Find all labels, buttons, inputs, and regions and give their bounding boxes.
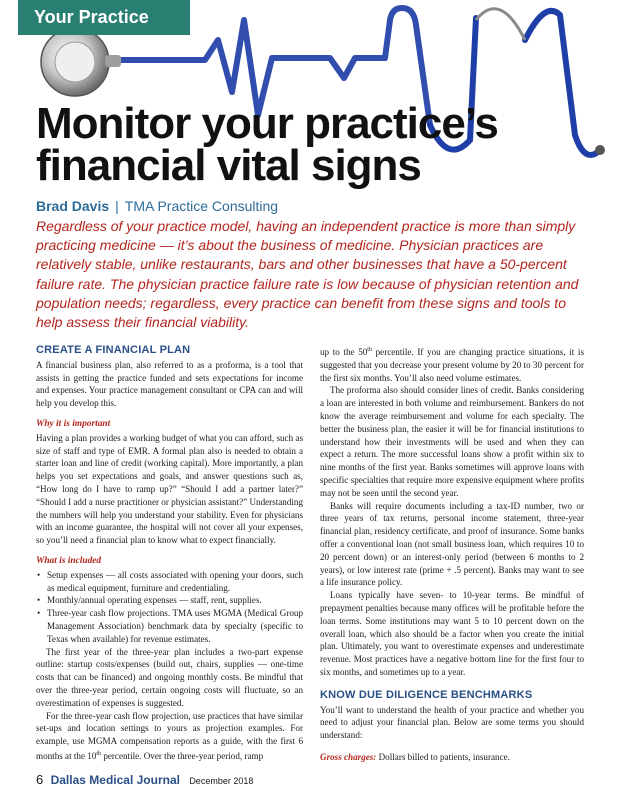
section-heading-benchmarks: KNOW DUE DILIGENCE BENCHMARKS: [320, 688, 533, 701]
body-paragraph: Having a plan provides a working budget of what you can afford, such as size of staff and type of EMR. A formal plan also is needed to obtain a starter loan and line of credit (working capital). More importantly, a plan helps you set expectations and goals, and answer questions such as, “How long do I have to ramp up?” “Should I add a partner later?” “Should I add a nurse practitioner or physician assistant?” Understanding the numbers will help you understand your stability. Even for physicians with an income guarantee, the hospital will not cover all your expenses, so you’ll need a financial plan to know what to expect financially.: [36, 432, 303, 546]
body-paragraph: You’ll want to understand the health of your practice and whether you need to adjust your financial plan. Below are some terms you should understand:: [320, 704, 584, 741]
body-paragraph: For the three-year cash flow projection, use practices that have similar set-ups and location settings to yours as projection examples. For example, use MGMA compensation reports as a guide, with the first 6 months at the 10th percentile. Over the three-year period, ramp: [36, 710, 303, 761]
page-number: 6: [36, 772, 44, 787]
body-paragraph: up to the 50th percentile. If you are changing practice situations, it is suggested that you decrease your present volume by 20 to 30 percent for the first six months. You’ll also need volume estimates.: [320, 347, 584, 383]
byline: [36, 198, 278, 214]
publication-name: Dallas Medical Journal: [50, 773, 180, 787]
section-heading-financial-plan: CREATE A FINANCIAL PLAN: [36, 344, 191, 356]
included-list: [36, 569, 303, 646]
page-footer: [36, 772, 253, 787]
column-right: [320, 344, 584, 764]
subheading-why-important: Why it is important: [36, 418, 111, 429]
body-paragraph: A financial business plan, also referred to as a proforma, is a tool that assists in getting the practice funded and sets expectations for income and expenses. Your practice management consultant or CPA can and will help you develop this.: [36, 359, 303, 409]
term-label: Gross charges:: [320, 751, 377, 762]
page-title: Monitor your practice’s financial vital signs: [36, 99, 498, 190]
subheading-what-included: What is included: [36, 555, 102, 566]
byline-separator: |: [115, 198, 119, 214]
author-name: Brad Davis: [36, 198, 110, 214]
body-paragraph: Loans typically have seven- to 10-year terms. Be mindful of prepayment penalties because many offices will be profitable before the loan terms. Some institutions may want 5 to 10 percent down on the overall loan, which also should be a factor when you create the initial plan. Ultimately, you want to overestimate expenses and underestimate revenue. Most practices have a negative bottom line for the first four to six months, and sometimes up to a year.: [320, 590, 584, 677]
term-definition: [320, 751, 584, 764]
body-paragraph: The first year of the three-year plan includes a two-part expense outline: startup costs/expenses (build out, chairs, supplies — one-time costs that can be financed) and ongoing monthly costs. Be mindful that over the three-year period, certain ongoing costs will fluctuate, so an overestimation of expenses is suggested.: [36, 646, 303, 708]
section-tag: Your Practice: [18, 0, 190, 35]
body-paragraph: The proforma also should consider lines of credit. Banks considering a loan are interested in both volume and reimbursement. Bankers do not know the average reimbursement and volume for each specialty. The better the business plan, the easier it will be for financial institutions to understand how their investments will be used and when they can expect a return. The more successful loans show a profit within six to nine months of the first year. Banks sometimes will approve loans with specific specialties that require more expensive equipment where profits may not be seen until the second year.: [320, 385, 584, 498]
body-paragraph: Banks will require documents including a tax-ID number, two or three years of tax returns, personal income statement, three-year financial plan, residency certificate, and proof of insurance. Some banks offer a conventional loan (not small business loan, which requires 10 to 20 percent down) or an interest-only period (between 6 months to 2 years), or low interest rate (prime + .5 percent). Banks may want to see a life insurance policy.: [320, 500, 584, 588]
list-item: • Three-year cash flow projections. TMA uses MGMA (Medical Group Management Association) benchmark data by specialty (specific to Texas when available) for revenue estimates.: [45, 607, 303, 645]
column-left: [36, 344, 303, 763]
list-item: • Setup expenses — all costs associated with opening your doors, such as medical equipment, furniture and credentialing.: [45, 569, 303, 595]
issue-date: December 2018: [189, 776, 254, 786]
list-item: • Monthly/annual operating expenses — staff, rent, supplies.: [45, 594, 303, 607]
intro-paragraph: Regardless of your practice model, having an independent practice is more than simply practicing medicine — it’s about the business of medicine. Physician practices are relatively stable, unlike restaurants, bars and other businesses that have a 50-percent failure rate. The physician practice failure rate is low because of physician retention and population needs; regardless, every practice can benefit from these signs and tools to help assess their financial viability.: [36, 218, 579, 331]
term-text: Dollars billed to patients, insurance.: [376, 751, 510, 762]
author-organization: TMA Practice Consulting: [124, 198, 279, 214]
